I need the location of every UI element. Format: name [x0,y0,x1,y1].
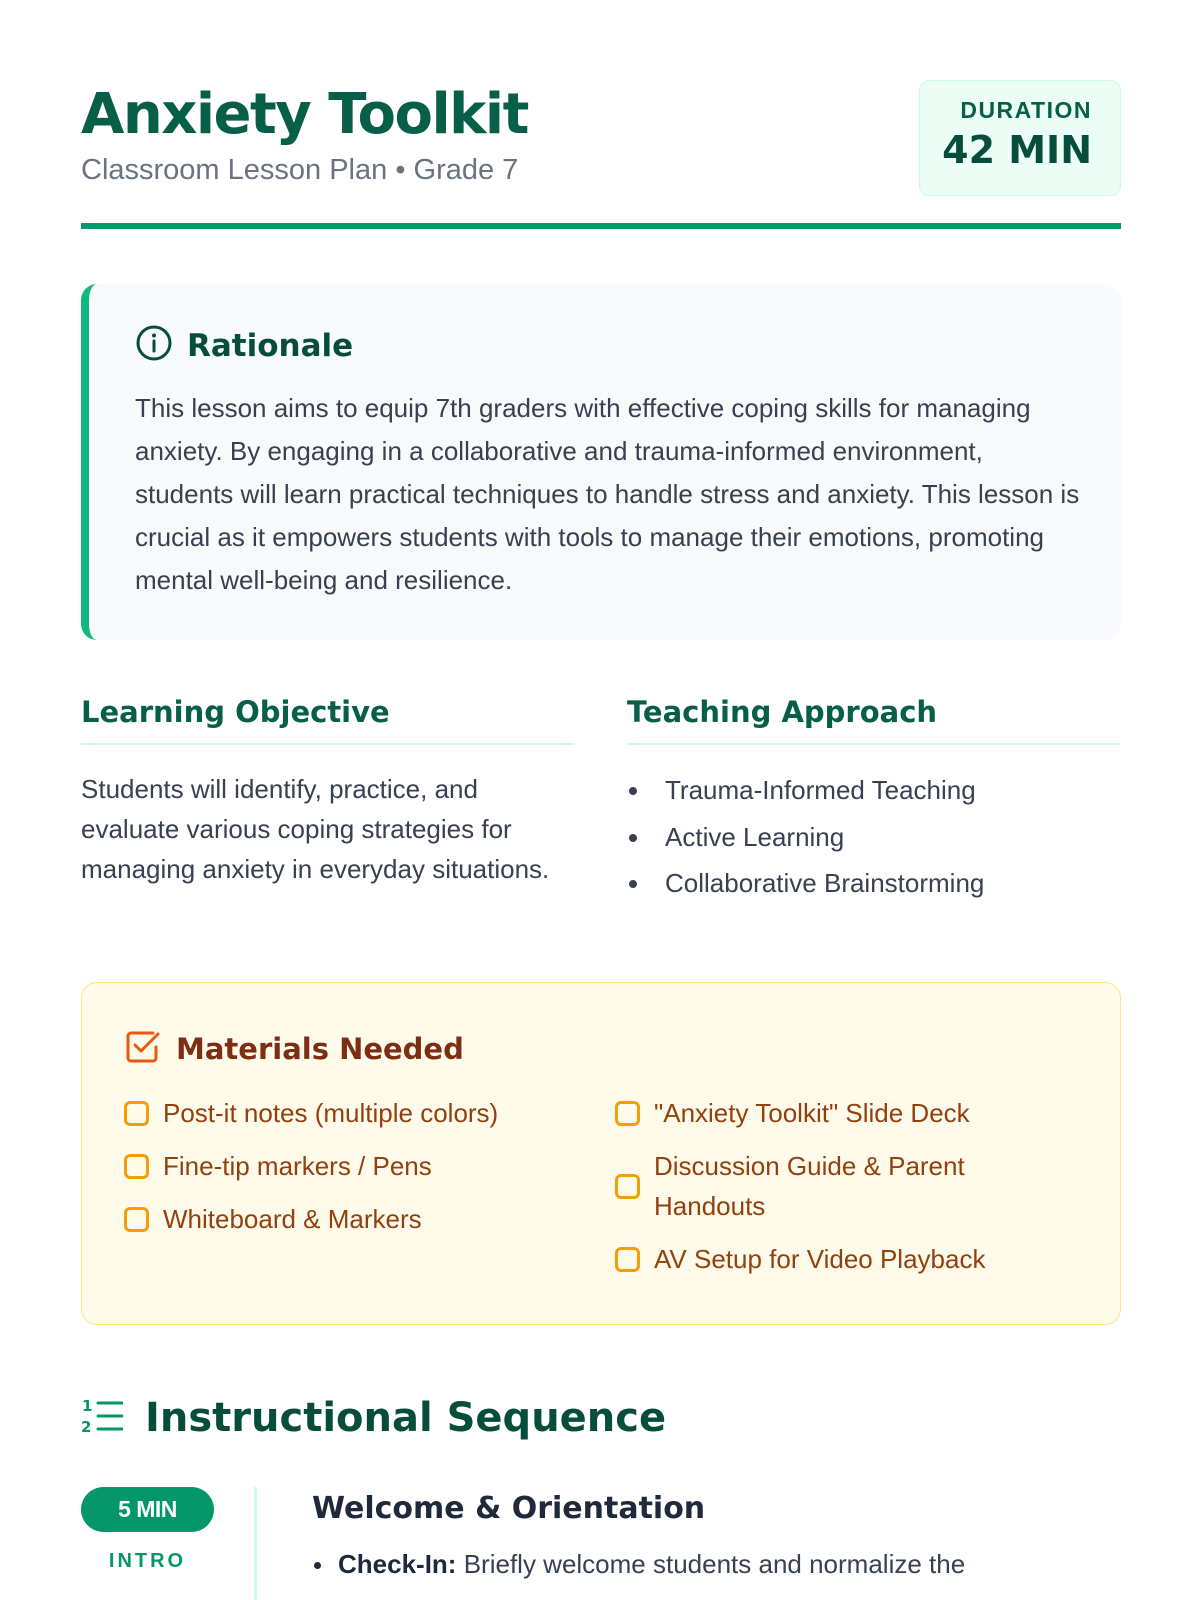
materials-list-left [124,1093,564,1252]
material-item [124,1093,564,1133]
material-label: AV Setup for Video Playback [654,1244,986,1274]
info-circle-icon [135,324,173,367]
rationale-text: This lesson aims to equip 7th graders with effective coping skills for managing anxiety. By engaging in a collaborative and trauma-informed environment, students will learn practical techniques to handle stress and anxiety. This lesson is crucial as it empowers students with tools to manage their emotions, promoting mental well-being and resilience. [135,393,1080,595]
material-item [124,1199,564,1239]
step-time-badge: 5 MIN [81,1487,214,1532]
materials-header [124,1027,464,1070]
material-label: Fine-tip markers / Pens [163,1151,432,1181]
material-checkbox[interactable] [615,1174,640,1199]
material-checkbox[interactable] [124,1207,149,1232]
teaching-approach-list [627,767,1120,907]
header-divider [81,223,1121,229]
material-item [615,1239,1085,1279]
page-title: Anxiety Toolkit [81,82,528,147]
material-label: "Anxiety Toolkit" Slide Deck [654,1098,970,1128]
header [81,80,1121,230]
duration-badge [919,80,1121,196]
step-phase-label: INTRO [108,1550,187,1572]
rationale-card [81,284,1121,640]
rationale-title: Rationale [187,327,354,364]
numbered-list-icon [81,1396,123,1441]
material-checkbox[interactable] [124,1101,149,1126]
step-title: Welcome & Orientation [312,1491,706,1526]
sequence-step [81,1487,1121,1600]
material-checkbox[interactable] [124,1154,149,1179]
list-item: Collaborative Brainstorming [627,860,1120,907]
teaching-approach-section [627,695,1120,907]
svg-text:1: 1 [82,1396,93,1415]
material-checkbox[interactable] [615,1101,640,1126]
checkbox-checked-icon [124,1027,162,1070]
material-label: Discussion Guide & Parent Handouts [654,1151,965,1221]
instructional-sequence-title: Instructional Sequence [145,1395,667,1441]
materials-title: Materials Needed [176,1031,464,1066]
material-item [124,1146,564,1186]
step-bullet-list [312,1545,1112,1583]
list-item [312,1545,1112,1583]
material-label: Post-it notes (multiple colors) [163,1098,499,1128]
list-item: Trauma-Informed Teaching [627,767,1120,814]
material-item [615,1146,1085,1226]
bullet-text: Briefly welcome students and normalize the [463,1549,966,1579]
list-item: Active Learning [627,814,1120,861]
duration-value: 42 MIN [942,128,1092,172]
materials-card [81,982,1121,1325]
rationale-header [135,324,1081,367]
learning-objective-text: Students will identify, practice, and evaluate various coping strategies for managing anxiety in everyday situations. [81,774,550,884]
materials-list-right [615,1093,1085,1292]
instructional-sequence-header [81,1395,666,1441]
duration-label: DURATION [960,97,1092,123]
material-label: Whiteboard & Markers [163,1204,422,1234]
material-checkbox[interactable] [615,1247,640,1272]
timeline-divider [254,1487,257,1600]
bullet-label: Check-In: [338,1549,457,1579]
learning-objective-section [81,695,574,889]
material-item [615,1093,1085,1133]
svg-text:2: 2 [81,1417,92,1436]
teaching-approach-title: Teaching Approach [627,695,1120,745]
page-subtitle: Classroom Lesson Plan • Grade 7 [81,154,519,186]
learning-objective-title: Learning Objective [81,695,574,745]
